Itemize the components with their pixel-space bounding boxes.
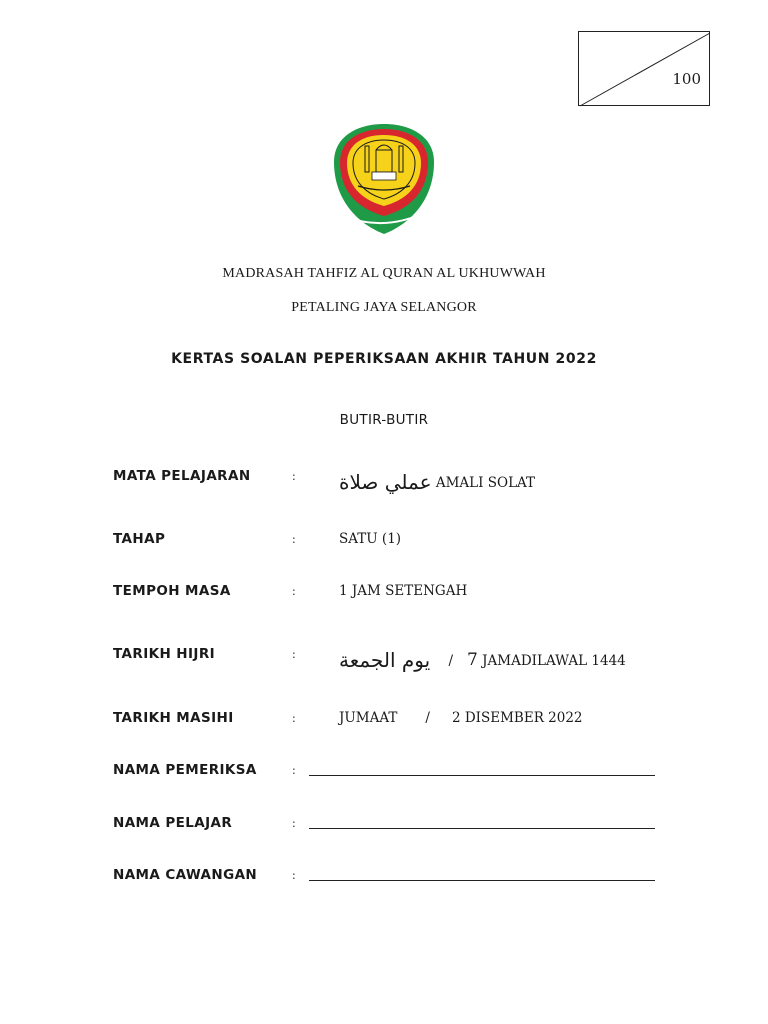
row-subject — [0, 462, 768, 492]
hijri-date-value — [339, 646, 626, 670]
colon: : — [292, 817, 296, 830]
school-name: MADRASAH TAHFIZ AL QURAN AL UKHUWWAH — [222, 266, 546, 281]
colon: : — [292, 764, 296, 777]
row-hijri-date — [0, 640, 768, 670]
subject-arabic: عملي صلاة — [339, 470, 432, 494]
row-student — [0, 809, 768, 839]
colon: : — [292, 585, 296, 598]
colon: : — [292, 533, 296, 546]
examiner-label: NAMA PEMERIKSA — [113, 762, 257, 778]
duration-value: 1 JAM SETENGAH — [339, 583, 468, 599]
level-value: SATU (1) — [339, 531, 402, 547]
score-total: 100 — [672, 70, 701, 88]
gregorian-date-label: TARIKH MASIHI — [113, 710, 234, 726]
row-examiner — [0, 756, 768, 786]
level-label: TAHAP — [113, 531, 166, 547]
colon: : — [292, 648, 296, 661]
separator: / — [448, 653, 453, 669]
gregorian-date-value — [339, 710, 583, 726]
student-label: NAMA PELAJAR — [113, 815, 233, 831]
row-gregorian-date — [0, 704, 768, 734]
school-location: PETALING JAYA SELANGOR — [291, 300, 477, 315]
score-box — [578, 31, 710, 106]
hijri-day-arabic: يوم الجمعة — [339, 648, 431, 672]
hijri-month-year: JAMADILAWAL 1444 — [482, 653, 626, 669]
student-blank-line[interactable] — [309, 828, 655, 829]
examiner-blank-line[interactable] — [309, 775, 655, 776]
branch-label: NAMA CAWANGAN — [113, 867, 258, 883]
colon: : — [292, 470, 296, 483]
row-level — [0, 525, 768, 555]
subject-text: AMALI SOLAT — [435, 475, 536, 491]
duration-label: TEMPOH MASA — [113, 583, 231, 599]
row-duration — [0, 577, 768, 607]
branch-blank-line[interactable] — [309, 880, 655, 881]
separator: / — [425, 710, 430, 726]
colon: : — [292, 712, 296, 725]
subject-label: MATA PELAJARAN — [113, 468, 251, 484]
section-title: BUTIR-BUTIR — [339, 412, 429, 428]
colon: : — [292, 869, 296, 882]
row-branch — [0, 861, 768, 891]
gregorian-day: JUMAAT — [339, 710, 398, 726]
hijri-date-label: TARIKH HIJRI — [113, 646, 216, 662]
gregorian-date-text: 2 DISEMBER 2022 — [451, 710, 583, 726]
school-logo — [330, 120, 438, 238]
subject-value — [339, 468, 535, 492]
exam-title: KERTAS SOALAN PEPERIKSAAN AKHIR TAHUN 2022 — [171, 351, 597, 367]
hijri-day-number: 7 — [467, 650, 478, 670]
